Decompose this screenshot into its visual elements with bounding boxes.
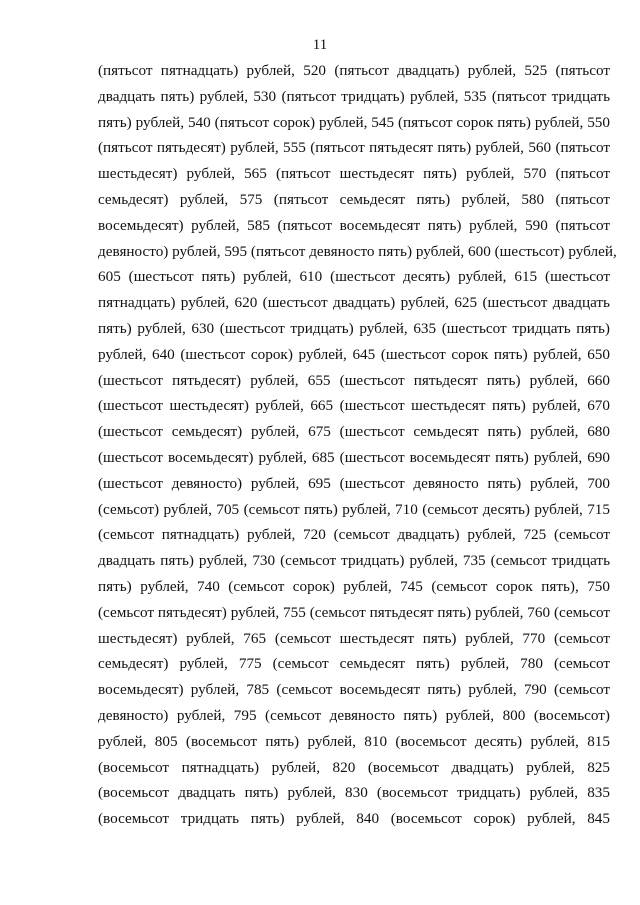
text-line: семьдесят) рублей, 775 (семьсот семьдесят пять) рублей, 780 (семьсот [98, 655, 610, 673]
text-line: девяносто) рублей, 795 (семьсот девяносто пять) рублей, 800 (восемьсот) [98, 706, 610, 724]
page-number: 11 [312, 37, 328, 53]
text-line: шестьдесят) рублей, 765 (семьсот шестьдесят пять) рублей, 770 (семьсот [98, 629, 610, 647]
text-line: (семьсот) рублей, 705 (семьсот пять) рублей, 710 (семьсот десять) рублей, 715 [98, 500, 610, 518]
text-line: (восемьсот тридцать пять) рублей, 840 (восемьсот сорок) рублей, 845 [98, 810, 610, 828]
text-line: пятнадцать) рублей, 620 (шестьсот двадцать) рублей, 625 (шестьсот двадцать [98, 294, 610, 312]
text-line: пять) рублей, 540 (пятьсот сорок) рублей, 545 (пятьсот сорок пять) рублей, 550 [98, 113, 610, 131]
text-line: (семьсот пятнадцать) рублей, 720 (семьсот двадцать) рублей, 725 (семьсот [98, 526, 610, 544]
text-line: (шестьсот пятьдесят) рублей, 655 (шестьсот пятьдесят пять) рублей, 660 [98, 371, 610, 389]
text-line: (пятьсот пятьдесят) рублей, 555 (пятьсот пятьдесят пять) рублей, 560 (пятьсот [98, 139, 610, 157]
text-line: (шестьсот семьдесят) рублей, 675 (шестьсот семьдесят пять) рублей, 680 [98, 423, 610, 441]
text-line: 605 (шестьсот пять) рублей, 610 (шестьсот десять) рублей, 615 (шестьсот [98, 268, 610, 286]
text-line: пять) рублей, 630 (шестьсот тридцать) рублей, 635 (шестьсот тридцать пять) [98, 319, 610, 337]
text-line: (пятьсот пятнадцать) рублей, 520 (пятьсот двадцать) рублей, 525 (пятьсот [98, 62, 610, 79]
text-line: рублей, 805 (восемьсот пять) рублей, 810 (восемьсот десять) рублей, 815 [98, 732, 610, 750]
text-line: восемьдесят) рублей, 585 (пятьсот восемьдесят пять) рублей, 590 (пятьсот [98, 216, 610, 234]
text-line: (восемьсот пятнадцать) рублей, 820 (восемьсот двадцать) рублей, 825 [98, 758, 610, 776]
text-line: семьдесят) рублей, 575 (пятьсот семьдесят пять) рублей, 580 (пятьсот [98, 190, 610, 208]
text-line: рублей, 640 (шестьсот сорок) рублей, 645 (шестьсот сорок пять) рублей, 650 [98, 345, 610, 363]
text-line: двадцать пять) рублей, 730 (семьсот тридцать) рублей, 735 (семьсот тридцать [98, 552, 610, 570]
text-line: (шестьсот восемьдесят) рублей, 685 (шестьсот восемьдесят пять) рублей, 690 [98, 448, 610, 466]
text-line: (шестьсот девяносто) рублей, 695 (шестьсот девяносто пять) рублей, 700 [98, 474, 610, 492]
text-line: (восемьсот двадцать пять) рублей, 830 (восемьсот тридцать) рублей, 835 [98, 784, 610, 802]
text-line: девяносто) рублей, 595 (пятьсот девяносто пять) рублей, 600 (шестьсот) рублей, [98, 242, 617, 260]
text-line: (шестьсот шестьдесят) рублей, 665 (шестьсот шестьдесят пять) рублей, 670 [98, 397, 610, 415]
text-line: (семьсот пятьдесят) рублей, 755 (семьсот пятьдесят пять) рублей, 760 (семьсот [98, 603, 610, 621]
text-line: шестьдесят) рублей, 565 (пятьсот шестьдесят пять) рублей, 570 (пятьсот [98, 165, 610, 183]
text-line: пять) рублей, 740 (семьсот сорок) рублей, 745 (семьсот сорок пять), 750 [98, 577, 610, 595]
text-line: двадцать пять) рублей, 530 (пятьсот тридцать) рублей, 535 (пятьсот тридцать [98, 87, 610, 105]
body-text [98, 58, 617, 832]
text-line: восемьдесят) рублей, 785 (семьсот восемьдесят пять) рублей, 790 (семьсот [98, 681, 610, 699]
